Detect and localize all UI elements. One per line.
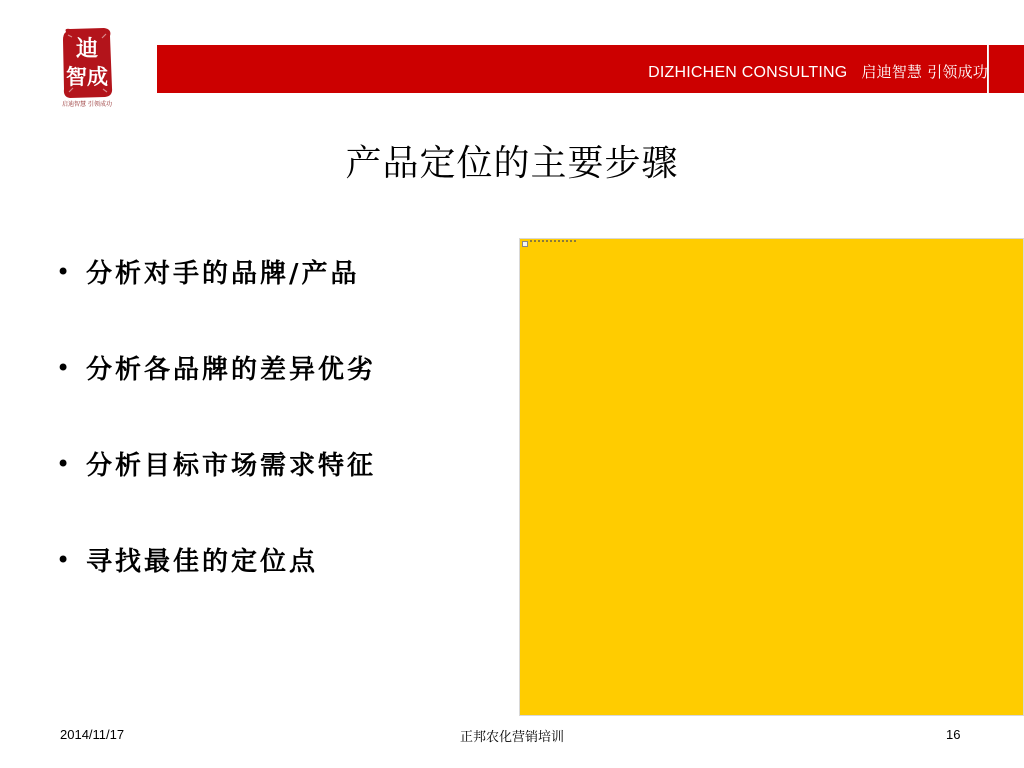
company-logo	[54, 22, 120, 112]
image-panel	[519, 238, 1024, 716]
logo-seal-icon	[60, 26, 114, 100]
bullet-text: 分析目标市场需求特征	[86, 451, 377, 481]
logo-seal-top-text: 迪	[75, 37, 99, 62]
broken-image-icon	[522, 241, 528, 247]
slide-title: 产品定位的主要步骤	[345, 143, 679, 184]
bullet-icon: •	[56, 449, 74, 478]
footer-date: 2014/11/17	[60, 727, 125, 742]
header-brand: DIZHICHEN CONSULTING	[648, 64, 848, 81]
bullet-text: 分析各品牌的差异优劣	[86, 355, 377, 385]
header-slogan: 启迪智慧 引领成功	[861, 63, 988, 81]
bullet-icon: •	[56, 545, 74, 574]
header-text	[648, 61, 988, 82]
header-band-cap	[988, 45, 1024, 93]
footer-center-text: 正邦农化营销培训	[459, 730, 564, 745]
page-number: 16	[946, 727, 961, 742]
bullet-item	[56, 536, 376, 583]
bullet-item	[56, 440, 376, 487]
bullet-list	[56, 248, 376, 632]
bullet-item	[56, 344, 376, 391]
bullet-item	[56, 248, 376, 295]
bullet-icon: •	[56, 353, 74, 382]
bullet-text: 寻找最佳的定位点	[86, 547, 319, 577]
logo-seal-bottom-text: 智成	[66, 65, 108, 89]
image-alt-text	[530, 240, 576, 246]
bullet-text: 分析对手的品牌/产品	[86, 259, 360, 289]
bullet-icon: •	[56, 257, 74, 286]
logo-tagline: 启迪智慧 引领成功	[62, 101, 112, 108]
